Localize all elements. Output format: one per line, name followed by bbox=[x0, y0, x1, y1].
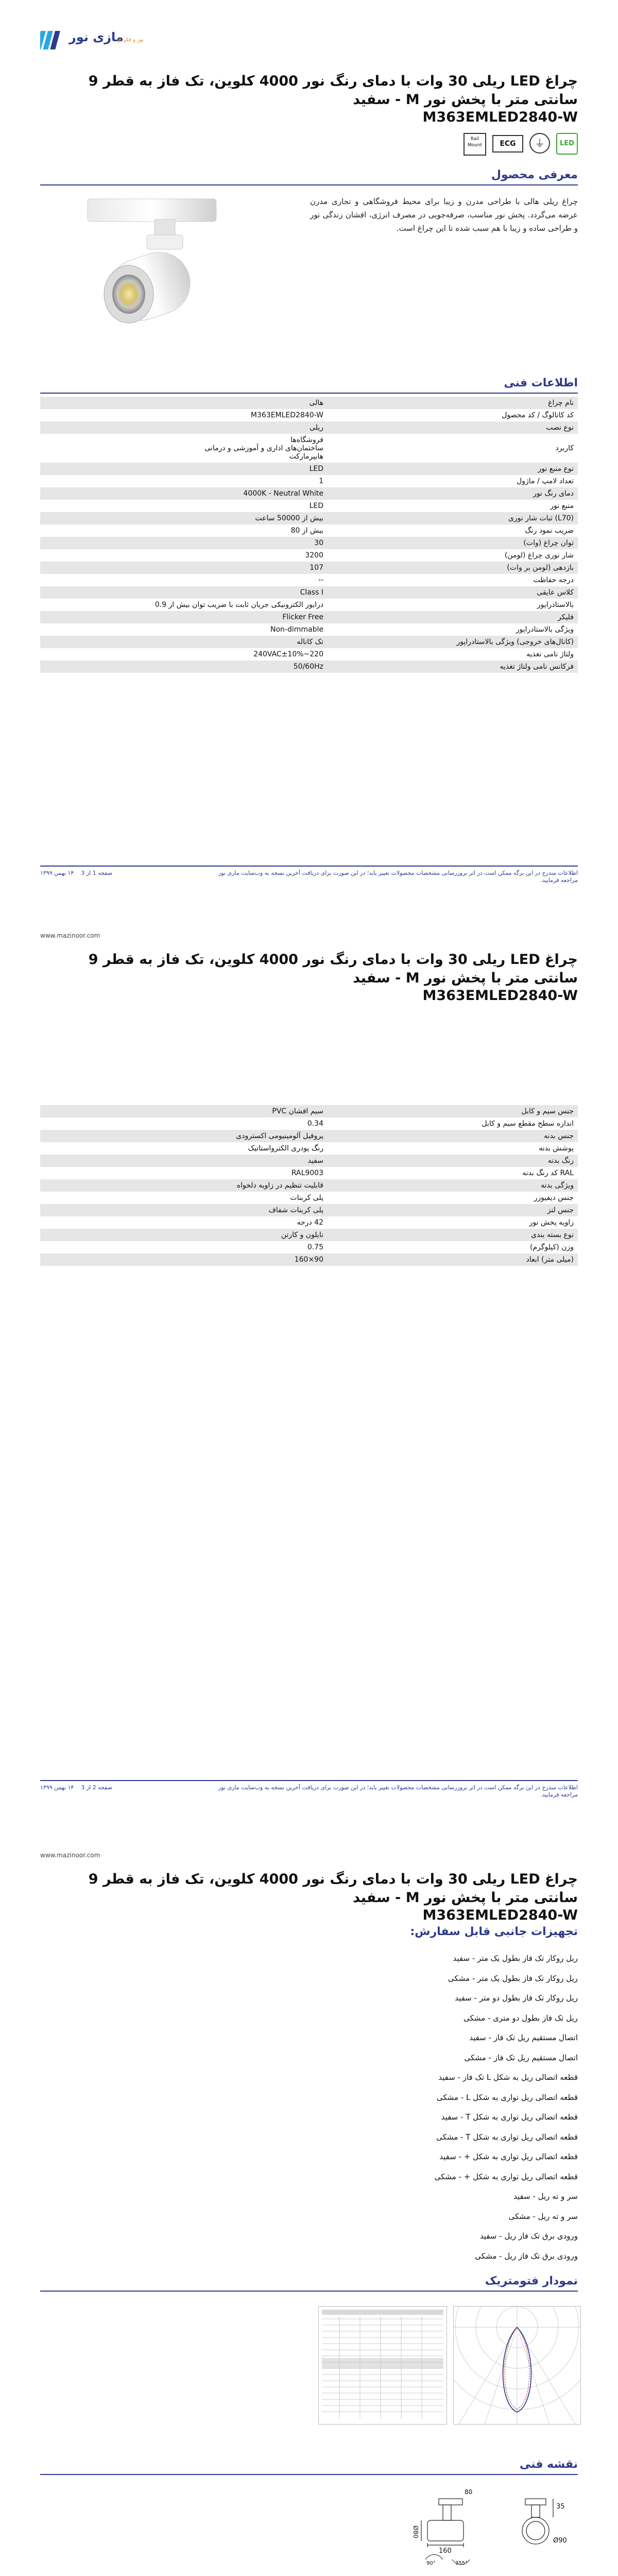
spec-label: نوع منبع نور bbox=[538, 465, 574, 473]
spec-row bbox=[40, 409, 578, 421]
spec-value: رنگ پودری الکترواستاتیک bbox=[248, 1144, 323, 1153]
spec-value: Class I bbox=[300, 588, 323, 597]
spec-label: درجه حفاظت bbox=[533, 576, 574, 584]
accessory-item: قطعه اتصالی ریل تواری به شکل L - مشکی bbox=[436, 2092, 578, 2102]
spec-value: بیش از 50000 ساعت bbox=[255, 514, 323, 522]
brand-logo bbox=[40, 29, 143, 52]
accessory-item: قطعه اتصالی ریل به شکل L تک فاز - سفید bbox=[438, 2073, 578, 2082]
product-model: M363EMLED2840-W bbox=[422, 1907, 578, 1923]
spec-value: درایور الکترونیکی جریان ثابت با ضریب توان بیش از 0.9 bbox=[154, 601, 323, 609]
accessories-list bbox=[269, 1948, 578, 2266]
spec-row bbox=[40, 1204, 578, 1216]
photometric-table-graphic bbox=[319, 2307, 447, 2424]
page-1 bbox=[0, 0, 618, 920]
spec-row bbox=[40, 537, 578, 549]
led-badge: LED bbox=[556, 133, 578, 155]
spec-row bbox=[40, 500, 578, 512]
drawing-heading: نقشه فنی bbox=[40, 2456, 578, 2475]
footer-divider bbox=[40, 866, 578, 867]
spec-row bbox=[40, 1117, 578, 1130]
spec-row bbox=[40, 1130, 578, 1142]
spec-label: جنس سیم و کابل bbox=[521, 1107, 574, 1115]
polar-curve-graphic bbox=[454, 2307, 580, 2424]
spec-value: قابلیت تنظیم در زاویه دلخواه bbox=[236, 1181, 323, 1190]
technical-drawing-graphic bbox=[412, 2488, 582, 2566]
spec-row bbox=[40, 586, 578, 599]
spec-label: بازدهی (لومن بر وات) bbox=[507, 564, 574, 572]
specs-heading: اطلاعات فنی bbox=[40, 375, 578, 394]
footer-divider bbox=[40, 1780, 578, 1781]
footer-page-info bbox=[40, 1784, 174, 1791]
footer-date: ۱۴ بهمن ۱۳۹۹ bbox=[40, 870, 74, 876]
polar-diagram bbox=[453, 2306, 581, 2425]
spec-row bbox=[40, 1142, 578, 1155]
spec-value: نایلون و کارتن bbox=[281, 1231, 323, 1239]
spec-label: ویژگی بدنه bbox=[541, 1181, 574, 1190]
spec-row bbox=[40, 1155, 578, 1167]
accessory-item: قطعه اتصالی ریل تواری به شکل + - سفید bbox=[439, 2152, 578, 2161]
spec-row bbox=[40, 636, 578, 648]
accessory-item: ریل روکار تک فاز بطول یک متر - مشکی bbox=[448, 1973, 578, 1983]
spec-label: کلاس عایقی bbox=[537, 588, 574, 597]
spec-row bbox=[40, 1167, 578, 1179]
spec-value: سیم افشان PVC bbox=[272, 1107, 323, 1115]
spec-label: رنگ بدنه bbox=[547, 1157, 574, 1165]
spec-row bbox=[40, 1179, 578, 1192]
spec-label: کد کاتالوگ / کد محصول bbox=[502, 411, 574, 419]
footer-date: ۱۴ بهمن ۱۳۹۹ bbox=[40, 1784, 74, 1791]
spec-value: 0.75 bbox=[307, 1243, 323, 1251]
product-title: چراغ LED ریلی 30 وات با دمای رنگ نور 4000 کلوین، تک فاز به قطر 9 سانتی متر با پخش نور M - سفید bbox=[88, 1871, 578, 1906]
product-image bbox=[67, 194, 242, 334]
spec-row bbox=[40, 512, 578, 524]
spec-value: 220~240VAC±10% bbox=[253, 650, 323, 658]
spec-row bbox=[40, 421, 578, 434]
spec-row bbox=[40, 475, 578, 487]
spec-label: وزن (کیلوگرم) bbox=[530, 1243, 574, 1251]
spec-label: فلیکر bbox=[557, 613, 574, 621]
brand-tagline: نور و فکر نو bbox=[117, 37, 144, 43]
spec-label: (کانال‌های خروجی) ویژگی بالاستادراپور bbox=[456, 638, 574, 646]
dim-35: 35 bbox=[556, 2503, 565, 2511]
spec-value: LED bbox=[309, 502, 323, 510]
spec-row bbox=[40, 549, 578, 562]
accessory-item: سر و ته ریل - مشکی bbox=[508, 2211, 578, 2221]
spec-label: جنس بدنه bbox=[544, 1132, 574, 1140]
spec-value: 107 bbox=[310, 564, 323, 572]
spec-label: RAL کد رنگ بدنه bbox=[522, 1169, 574, 1177]
dim-diameter-80: Ø80 bbox=[412, 2526, 419, 2538]
spec-label: دمای رنگ نور bbox=[533, 489, 574, 498]
spec-value: 4000K - Neutral White bbox=[243, 489, 323, 498]
spec-value: M363EMLED2840-W bbox=[250, 411, 323, 419]
spec-label: نوع نصب bbox=[546, 423, 574, 432]
spec-value: LED bbox=[309, 465, 323, 473]
spec-label: اندازه سطح مقطع سیم و کابل bbox=[482, 1120, 574, 1128]
rail-mount-badge: Rail Mount bbox=[464, 133, 486, 156]
accessory-item: ریل روکار تک فاز بطول یک متر - سفید bbox=[453, 1954, 578, 1963]
spec-value: 42 درجه bbox=[297, 1218, 323, 1227]
website-url[interactable]: www.mazinoor.com bbox=[40, 1852, 100, 1859]
spec-row bbox=[40, 599, 578, 611]
accessory-item: سر و ته ریل - سفید bbox=[513, 2192, 578, 2201]
spec-row bbox=[40, 524, 578, 537]
dim-height: 80 bbox=[465, 2488, 473, 2496]
spec-label: ضریب نمود رنگ bbox=[525, 527, 574, 535]
page-3 bbox=[0, 1839, 618, 2576]
spec-label: پوشش بدنه bbox=[539, 1144, 574, 1153]
spec-row bbox=[40, 611, 578, 623]
spec-row bbox=[40, 397, 578, 409]
footer-page-number: صفحه 1 از 3 bbox=[81, 870, 113, 876]
specs-table-continued bbox=[40, 1105, 578, 1266]
spec-row bbox=[40, 1229, 578, 1241]
accessory-item: ورودی برق تک فاز ریل - مشکی bbox=[475, 2251, 578, 2261]
spec-value: پلی کربنات شفاف bbox=[268, 1206, 323, 1214]
spec-value: 50/60Hz bbox=[293, 663, 323, 671]
spec-value: پروفیل آلومینیومی اکسترودی bbox=[236, 1132, 323, 1140]
spec-value: -- bbox=[318, 576, 323, 584]
spec-row bbox=[40, 562, 578, 574]
product-title: چراغ LED ریلی 30 وات با دمای رنگ نور 4000 کلوین، تک فاز به قطر 9 سانتی متر با پخش نور M - سفید bbox=[88, 952, 578, 986]
spec-value: پلی کربنات bbox=[290, 1194, 323, 1202]
spec-label: جنس دیفیوزر bbox=[534, 1194, 574, 1202]
intro-heading: معرفی محصول bbox=[40, 167, 578, 185]
footer bbox=[40, 870, 578, 885]
spec-row bbox=[40, 1241, 578, 1253]
spec-label: فرکانس نامی ولتاژ تغذیه bbox=[500, 663, 574, 671]
spec-label: (L70) ثبات شار نوری bbox=[508, 514, 574, 522]
logo-mark-icon bbox=[40, 29, 66, 52]
accessory-item: ورودی برق تک فاز ریل - سفید bbox=[479, 2231, 578, 2241]
dim-angle-355: 355° bbox=[455, 2561, 468, 2566]
accessory-item: قطعه اتصالی ریل تواری به شکل T - سفید bbox=[441, 2112, 578, 2122]
specs-table bbox=[40, 397, 578, 673]
certification-badges bbox=[423, 133, 578, 154]
dim-160: 160 bbox=[439, 2547, 452, 2555]
spec-value: فروشگاه‌ها ساختمان‌های اداری و آموزشی و درمانی هایپرمارکت bbox=[204, 436, 323, 461]
dim-diameter-90: Ø90 bbox=[553, 2537, 567, 2545]
spec-label: ویژگی بالاستادراپور bbox=[516, 625, 574, 634]
accessory-item: ریل تک فاز بطول دو متری - مشکی bbox=[464, 2013, 578, 2023]
product-model: M363EMLED2840-W bbox=[422, 988, 578, 1004]
accessory-item: اتصال مستقیم ریل تک فاز - مشکی bbox=[464, 2053, 578, 2062]
accessory-item: ریل روکار تک فاز بطول دو متر - سفید bbox=[455, 1993, 578, 2003]
spec-label: منبع نور bbox=[550, 502, 574, 510]
photometry-heading: نمودار فتومتریک bbox=[40, 2273, 578, 2292]
spec-label: زاویه پخش نور bbox=[529, 1218, 574, 1227]
spec-label: شار نوری چراغ (لومن) bbox=[504, 551, 574, 560]
website-url[interactable]: www.mazinoor.com bbox=[40, 932, 100, 939]
spec-value: 90×160 bbox=[294, 1256, 323, 1264]
product-title: چراغ LED ریلی 30 وات با دمای رنگ نور 4000 کلوین، تک فاز به قطر 9 سانتی متر با پخش نور M - سفید bbox=[88, 73, 578, 108]
spec-value: RAL9003 bbox=[291, 1169, 323, 1177]
footer bbox=[40, 1784, 578, 1800]
spec-row bbox=[40, 623, 578, 636]
product-model: M363EMLED2840-W bbox=[422, 109, 578, 125]
spec-label: توان چراغ (وات) bbox=[523, 539, 574, 547]
spec-label: بالاستادراپور bbox=[537, 601, 574, 609]
footer-page-number: صفحه 2 از 3 bbox=[81, 1784, 113, 1791]
spec-value: Flicker Free bbox=[282, 613, 323, 621]
spec-label: نوع بسته بندی bbox=[531, 1231, 574, 1239]
spec-row bbox=[40, 1216, 578, 1229]
spec-label: جنس لنز bbox=[547, 1206, 574, 1214]
spec-label: نام چراغ bbox=[548, 399, 574, 407]
spec-row bbox=[40, 1253, 578, 1266]
page-2 bbox=[0, 920, 618, 1839]
spec-value: 0.34 bbox=[307, 1120, 323, 1128]
accessory-item: قطعه اتصالی ریل تواری به شکل + - مشکی bbox=[434, 2172, 578, 2181]
spec-label: تعداد لامپ / ماژول bbox=[517, 477, 574, 485]
spec-row bbox=[40, 1192, 578, 1204]
spec-value: 30 bbox=[314, 539, 323, 547]
spec-row bbox=[40, 660, 578, 673]
spec-label: ولتاژ نامی تغذیه bbox=[526, 650, 574, 658]
dim-angle-90: 90° bbox=[426, 2561, 436, 2566]
footer-disclaimer: اطلاعات مندرج در این برگه ممکن است در اثر بروزرسانی مشخصات محصولات تغییر یابد؛ در این صورت برای دریافت آخرین نسخه به وب‌سایت مازی نور مراجعه فرمایید. bbox=[218, 870, 578, 884]
spec-value: بیش از 80 bbox=[290, 527, 323, 535]
brand-name: مازی نور bbox=[69, 30, 124, 44]
spec-value: Non-dimmable bbox=[270, 625, 323, 634]
footer-page-info bbox=[40, 870, 174, 876]
spec-row bbox=[40, 1105, 578, 1117]
spec-label: کاربرد bbox=[555, 444, 574, 452]
spec-row bbox=[40, 574, 578, 586]
footer-disclaimer: اطلاعات مندرج در این برگه ممکن است در اثر بروزرسانی مشخصات محصولات تغییر یابد؛ در این صورت برای دریافت آخرین نسخه به وب‌سایت مازی نور مراجعه فرمایید. bbox=[218, 1784, 578, 1798]
ecg-badge: ECG bbox=[492, 135, 523, 152]
intro-text: چراغ ریلی هالی با طراحی مدرن و زیبا برای محیط فروشگاهی و تجاری مدرن عرضه می‌گردد. پخش نور مناسب، صرفه‌جویی در مصرف انرژی، افشان زندگی نور و طراحی ساده و زیبا با هم سبب شده تا این چراغ است. bbox=[310, 197, 578, 233]
spec-value: سفید bbox=[307, 1157, 323, 1165]
accessory-item: اتصال مستقیم ریل تک فاز - سفید bbox=[469, 2033, 578, 2042]
spec-row bbox=[40, 463, 578, 475]
spec-value: ریلی bbox=[310, 423, 323, 432]
technical-drawing bbox=[412, 2488, 582, 2566]
photometric-table-image bbox=[318, 2306, 447, 2425]
spec-row bbox=[40, 487, 578, 500]
spec-row bbox=[40, 648, 578, 660]
spec-value: 3200 bbox=[305, 551, 323, 560]
spec-value: هالی bbox=[309, 399, 323, 407]
spec-label: (میلی متر) ابعاد bbox=[526, 1256, 574, 1264]
spec-value: 1 bbox=[319, 477, 323, 485]
accessory-item: قطعه اتصالی ریل تواری به شکل T - مشکی bbox=[436, 2132, 578, 2142]
spec-row bbox=[40, 434, 578, 463]
spec-value: تک کاناله bbox=[297, 638, 323, 646]
ground-icon: ⏚ bbox=[529, 133, 550, 154]
accessories-heading: تجهیزات جانبی قابل سفارش: bbox=[410, 1925, 578, 1938]
